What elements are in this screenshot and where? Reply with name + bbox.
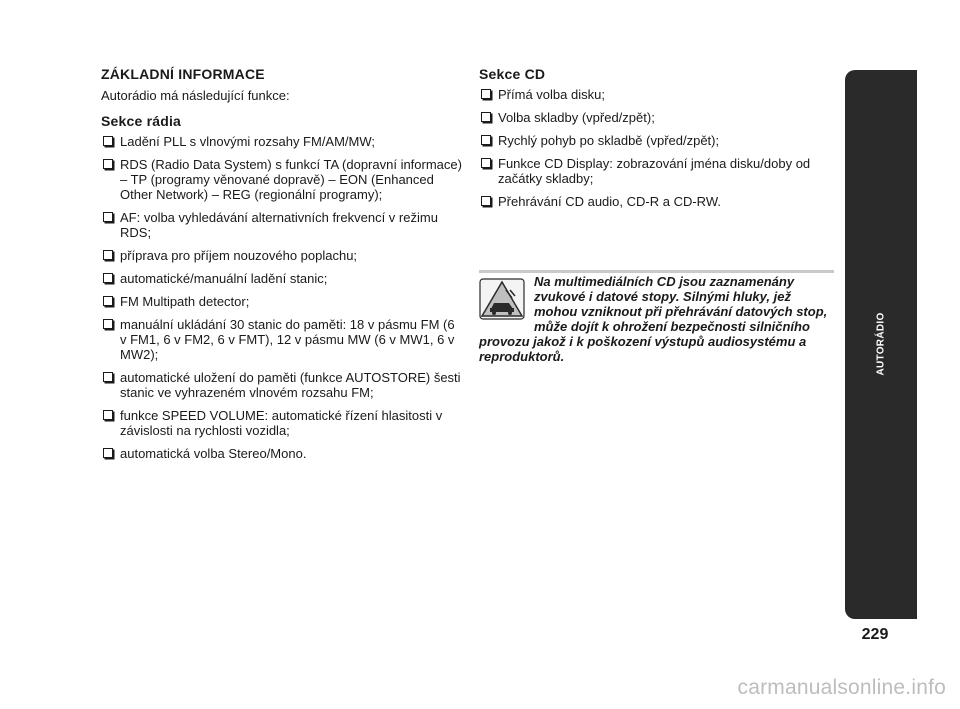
list-item: automatické/manuální ladění stanic; xyxy=(101,271,463,286)
list-item: automatická volba Stereo/Mono. xyxy=(101,446,463,461)
list-item: funkce SPEED VOLUME: automatické řízení hlasitosti v závislosti na rychlosti vozidla; xyxy=(101,408,463,438)
list-item: Rychlý pohyb po skladbě (vpřed/zpět); xyxy=(479,133,839,148)
list-item: RDS (Radio Data System) s funkcí TA (dopravní informace) – TP (programy věnované dopravě) – EON (Enhanced Other Network) – REG (regionální programy); xyxy=(101,157,463,202)
checkbox-bullet-icon xyxy=(481,89,491,99)
page-heading: ZÁKLADNÍ INFORMACE xyxy=(101,66,265,82)
cd-section-title: Sekce CD xyxy=(479,66,546,82)
checkbox-bullet-icon xyxy=(103,136,113,146)
page-number: 229 xyxy=(861,626,889,643)
warning-text: Na multimediálních CD jsou zaznamenány zvukové i datové stopy. Silnými hluky, jež mohou vzniknout při přehrávání datových stop, může dojít k ohrožení bezpečnosti silničního provozu jakož i k poškození výstupů audiosystému a reproduktorů. xyxy=(479,274,828,364)
list-item: Volba skladby (vpřed/zpět); xyxy=(479,110,839,125)
checkbox-bullet-icon xyxy=(481,158,491,168)
checkbox-bullet-icon xyxy=(103,410,113,420)
warning-divider xyxy=(479,270,834,273)
list-item: Přehrávání CD audio, CD-R a CD-RW. xyxy=(479,194,839,209)
radio-section-title: Sekce rádia xyxy=(101,113,182,129)
checkbox-bullet-icon xyxy=(103,250,113,260)
chapter-tab-label: AUTORÁDIO xyxy=(875,312,887,376)
checkbox-bullet-icon xyxy=(103,296,113,306)
list-item: automatické uložení do paměti (funkce AUTOSTORE) šesti stanic ve vyhrazeném vlnovém rozsahu FM; xyxy=(101,370,463,400)
list-item: Funkce CD Display: zobrazování jména disku/doby od začátky skladby; xyxy=(479,156,839,186)
car-warning-icon xyxy=(479,278,525,320)
list-item: Ladění PLL s vlnovými rozsahy FM/AM/MW; xyxy=(101,134,463,149)
list-item: AF: volba vyhledávání alternativních frekvencí v režimu RDS; xyxy=(101,210,463,240)
checkbox-bullet-icon xyxy=(481,112,491,122)
checkbox-bullet-icon xyxy=(481,196,491,206)
checkbox-bullet-icon xyxy=(103,319,113,329)
checkbox-bullet-icon xyxy=(103,448,113,458)
list-item: Přímá volba disku; xyxy=(479,87,839,102)
list-item: manuální ukládání 30 stanic do paměti: 18 v pásmu FM (6 v FM1, 6 v FM2, 6 v FMT), 12 v pásmu MW (6 v MW1, 6 v MW2); xyxy=(101,317,463,362)
right-column xyxy=(479,66,839,217)
intro-text: Autorádio má následující funkce: xyxy=(101,88,290,103)
checkbox-bullet-icon xyxy=(103,212,113,222)
checkbox-bullet-icon xyxy=(103,159,113,169)
watermark: carmanualsonline.info xyxy=(737,676,946,699)
checkbox-bullet-icon xyxy=(103,273,113,283)
left-column xyxy=(101,66,463,469)
radio-feature-list xyxy=(101,134,463,461)
cd-feature-list xyxy=(479,87,839,209)
list-item: FM Multipath detector; xyxy=(101,294,463,309)
checkbox-bullet-icon xyxy=(481,135,491,145)
list-item: příprava pro příjem nouzového poplachu; xyxy=(101,248,463,263)
warning-note xyxy=(479,274,835,364)
checkbox-bullet-icon xyxy=(103,372,113,382)
